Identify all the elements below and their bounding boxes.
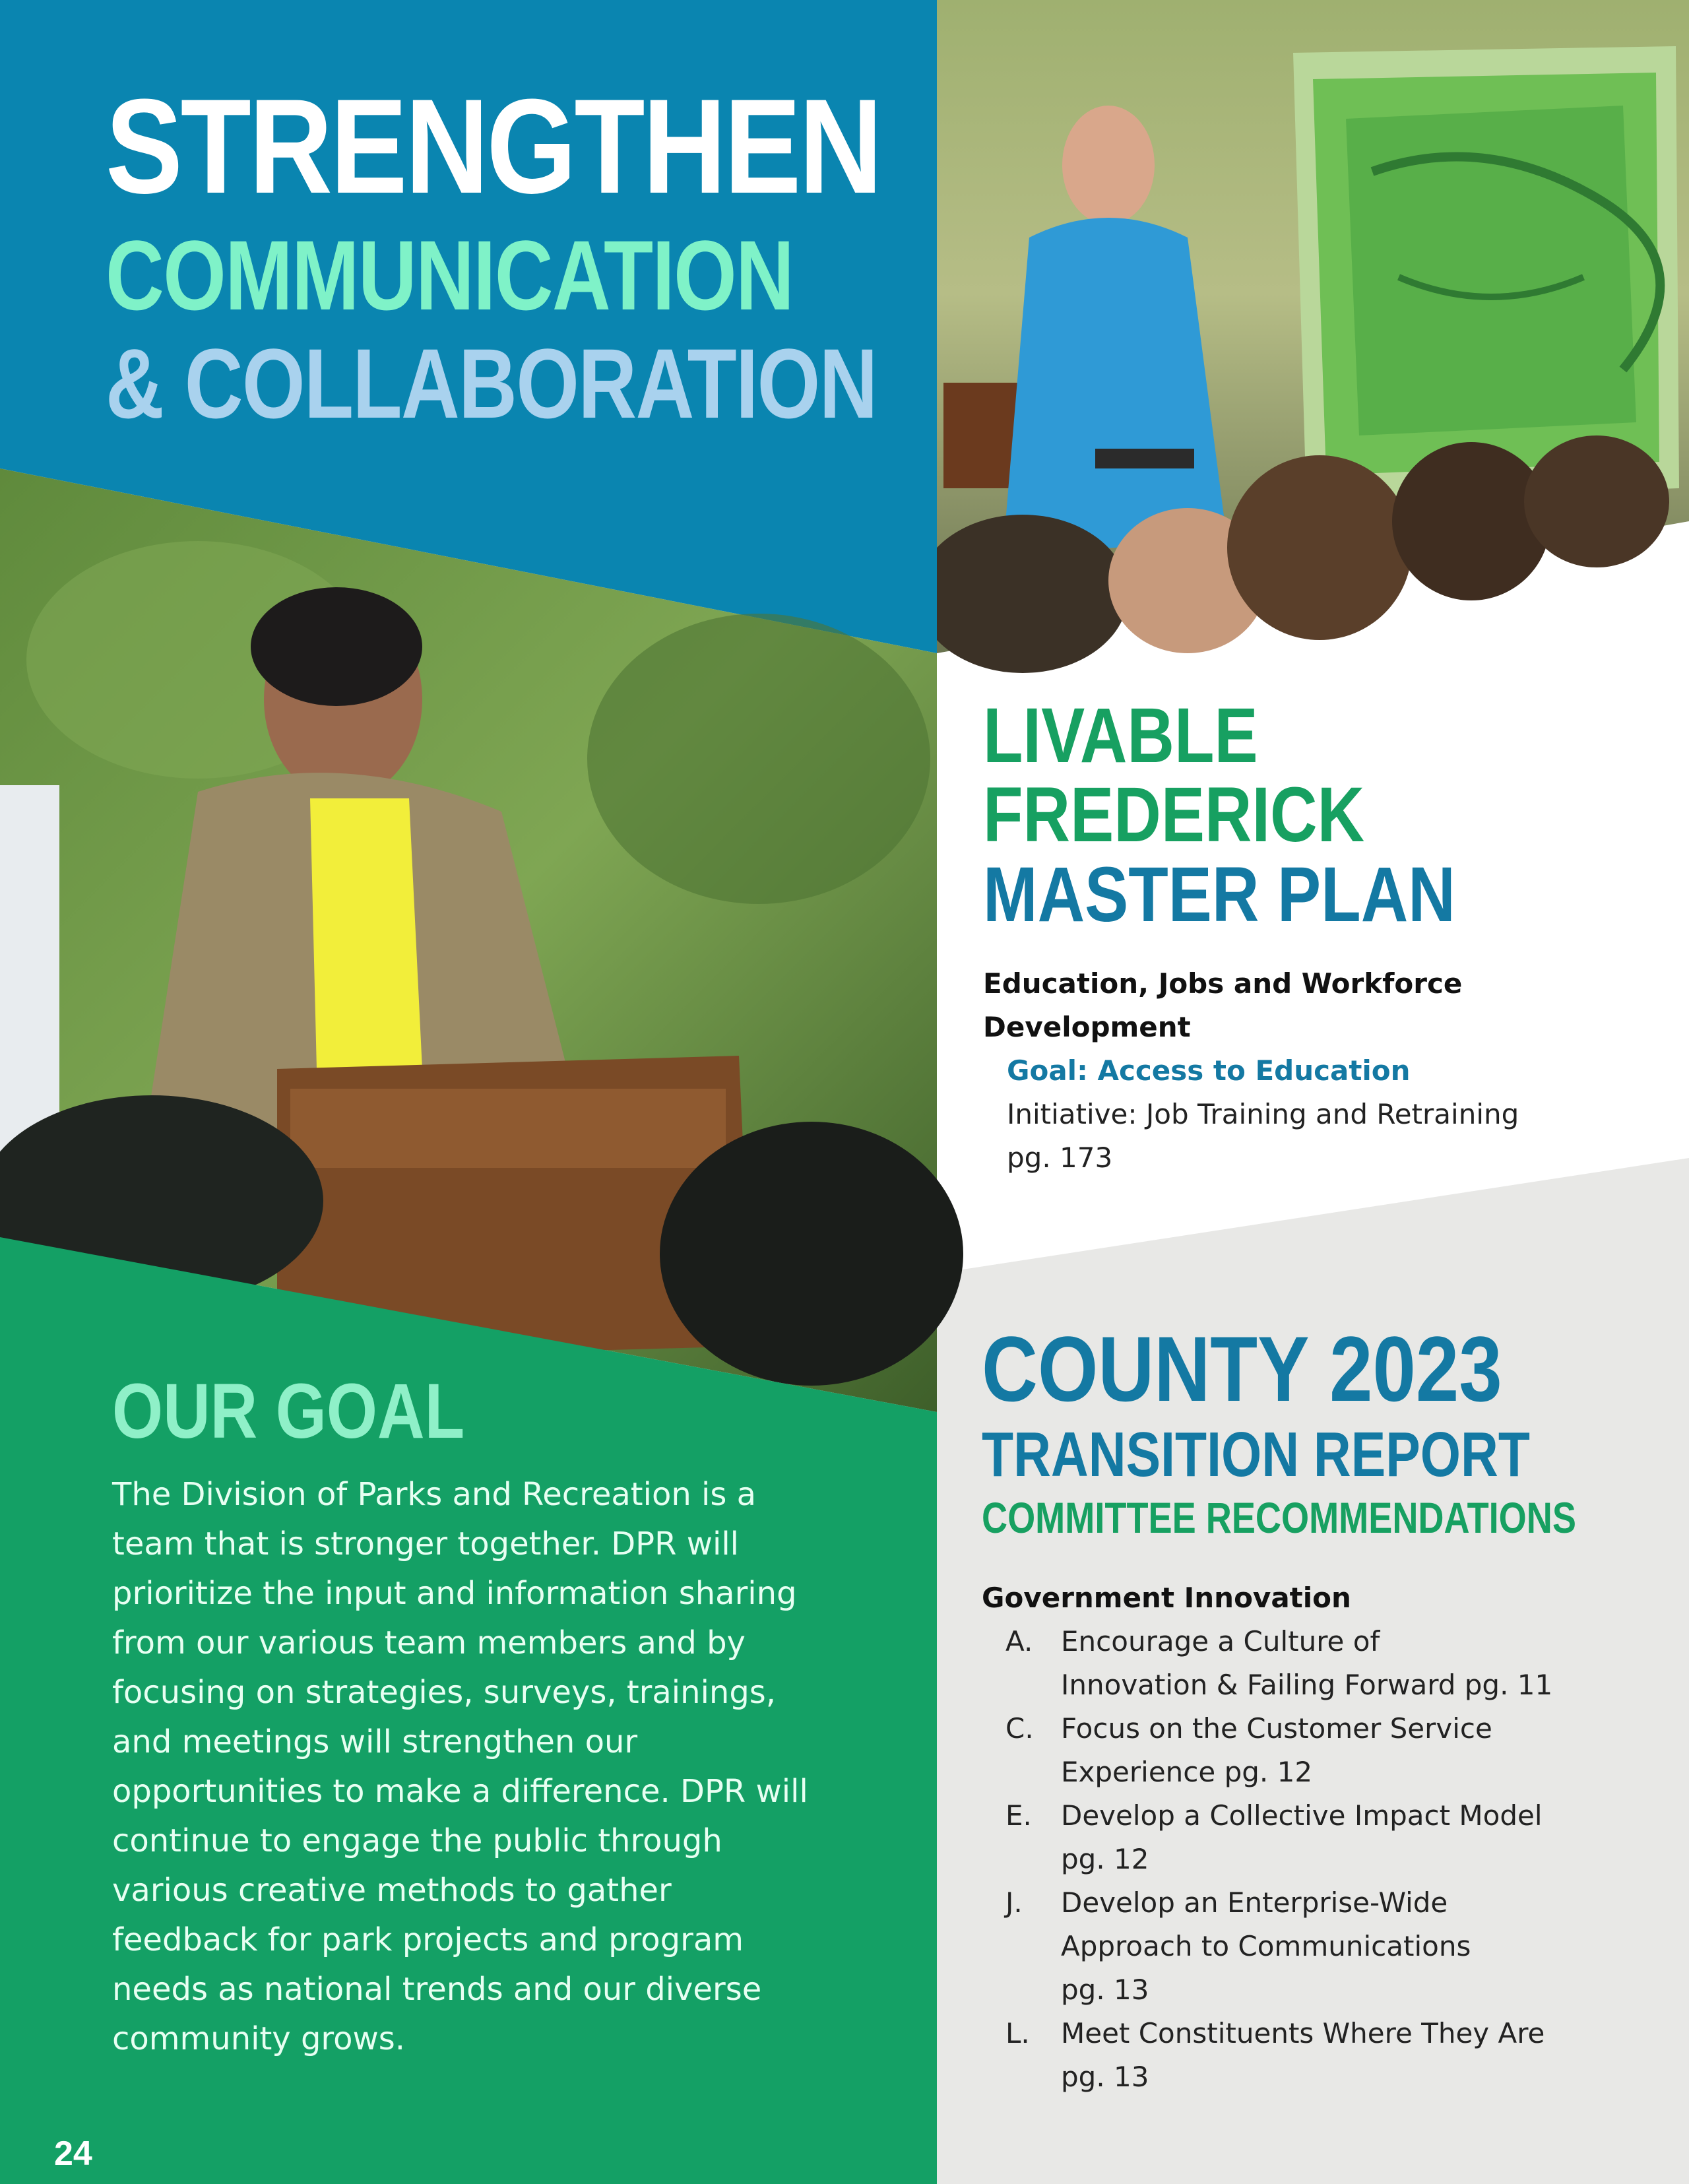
livable-frederick-title-line2: FREDERICK — [983, 771, 1365, 859]
list-item-line: Meet Constituents Where They Are — [1061, 2017, 1545, 2049]
our-goal-section — [112, 1368, 844, 2064]
livable-frederick-section — [983, 692, 1643, 1180]
livable-frederick-category — [983, 962, 1643, 1049]
list-item-line: Approach to Communications — [1061, 1930, 1471, 1962]
list-item-line: Experience pg. 12 — [1061, 1756, 1313, 1788]
paragraph-line: opportunities to make a difference. DPR will — [112, 1773, 808, 1810]
headline — [106, 71, 897, 439]
list-item — [982, 1881, 1655, 2012]
livable-frederick-goal: Goal: Access to Education — [1007, 1054, 1411, 1087]
category-line: Education, Jobs and Workforce — [983, 967, 1463, 1000]
list-item-letter: L. — [1005, 2017, 1030, 2049]
list-item-line: Develop an Enterprise-Wide — [1061, 1886, 1448, 1919]
paragraph-line: The Division of Parks and Recreation is a — [112, 1476, 757, 1513]
livable-frederick-title-line1: LIVABLE — [983, 692, 1258, 779]
paragraph-line: team that is stronger together. DPR will — [112, 1526, 739, 1562]
headline-line-communication: COMMUNICATION — [106, 220, 794, 331]
paragraph-line: and meetings will strengthen our — [112, 1723, 638, 1760]
transition-report-category: Government Innovation — [982, 1582, 1351, 1614]
paragraph-line: focusing on strategies, surveys, trainings, — [112, 1674, 777, 1711]
paragraph-line: prioritize the input and information sharing — [112, 1575, 797, 1612]
our-goal-heading: OUR GOAL — [112, 1368, 465, 1455]
list-item-text — [1061, 1620, 1655, 1707]
paragraph-line: needs as national trends and our diverse — [112, 1971, 762, 2008]
livable-frederick-title-line3: MASTER PLAN — [983, 851, 1455, 938]
headline-line-strengthen: STRENGTHEN — [106, 71, 881, 222]
paragraph-line: from our various team members and by — [112, 1624, 746, 1661]
livable-frederick-page-ref: pg. 173 — [1007, 1141, 1113, 1174]
transition-report-title-line2: TRANSITION REPORT — [982, 1419, 1530, 1490]
paragraph-line: various creative methods to gather — [112, 1872, 672, 1909]
headline-line-collaboration: & COLLABORATION — [106, 328, 877, 439]
list-item — [982, 1794, 1655, 1881]
list-item-line: Develop a Collective Impact Model — [1061, 1799, 1543, 1832]
list-item-line: Innovation & Failing Forward pg. 11 — [1061, 1669, 1553, 1701]
transition-report-title-line3: COMMITTEE RECOMMENDATIONS — [982, 1493, 1576, 1542]
category-line: Development — [983, 1011, 1191, 1044]
transition-report-title-line1: COUNTY 2023 — [982, 1317, 1502, 1421]
list-item-letter: A. — [1005, 1625, 1033, 1657]
list-item-letter: J. — [1005, 1886, 1023, 1919]
page-number: 24 — [54, 2135, 92, 2173]
paragraph-line: continue to engage the public through — [112, 1822, 722, 1859]
list-item-text — [1061, 1881, 1655, 2012]
list-item-letter: E. — [1005, 1799, 1032, 1832]
list-item-line: pg. 12 — [1061, 1843, 1149, 1875]
list-item-letter: C. — [1005, 1712, 1034, 1745]
list-item — [982, 1620, 1655, 1707]
list-item-text — [1061, 1707, 1655, 1794]
list-item — [982, 1707, 1655, 1794]
list-item-text — [1061, 1794, 1655, 1881]
our-goal-paragraph — [112, 1470, 844, 2064]
paragraph-line: feedback for park projects and program — [112, 1921, 744, 1958]
list-item-line: Focus on the Customer Service — [1061, 1712, 1492, 1745]
transition-report-section — [982, 1317, 1655, 2099]
livable-frederick-initiative: Initiative: Job Training and Retraining — [1007, 1098, 1519, 1131]
list-item-line: pg. 13 — [1061, 1974, 1149, 2006]
paragraph-line: community grows. — [112, 2020, 405, 2057]
recommendation-list — [982, 1620, 1655, 2099]
list-item-line: pg. 13 — [1061, 2061, 1149, 2093]
list-item-line: Encourage a Culture of — [1061, 1625, 1380, 1657]
list-item — [982, 2012, 1655, 2099]
list-item-text — [1061, 2012, 1655, 2099]
